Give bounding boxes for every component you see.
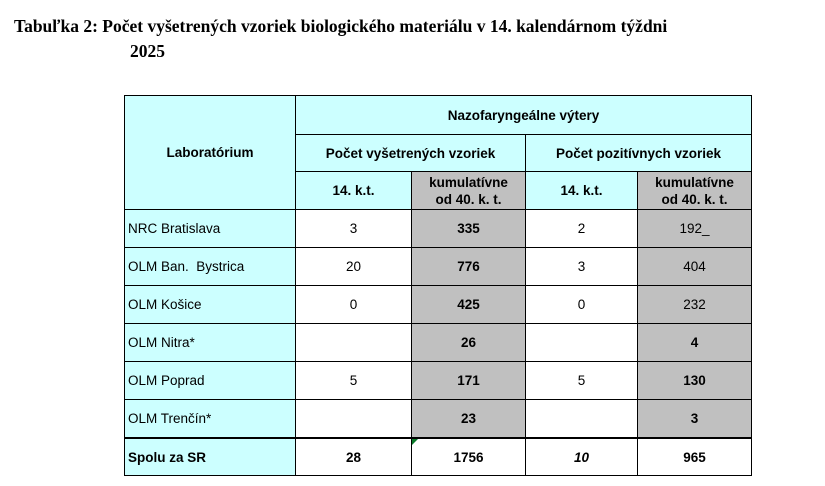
row-positive-week: 0 <box>526 286 638 324</box>
header-examined-week: 14. k.t. <box>296 172 412 210</box>
row-positive-week: 5 <box>526 362 638 400</box>
row-positive-week: 3 <box>526 248 638 286</box>
samples-table <box>124 95 752 476</box>
total-positive-week: 10 <box>526 438 638 476</box>
table-row <box>125 248 752 286</box>
row-examined-week: 3 <box>296 210 412 248</box>
table-row <box>125 400 752 439</box>
caption-line-2: 2025 <box>130 41 165 61</box>
header-positive-cumulative <box>638 172 752 210</box>
row-examined-cum: 335 <box>412 210 526 248</box>
cumulative-label-2: od 40. k. t. <box>661 191 728 207</box>
row-lab: OLM Trenčín* <box>125 400 296 439</box>
header-nasopharyngeal: Nazofaryngeálne výtery <box>296 96 752 135</box>
row-lab: OLM Poprad <box>125 362 296 400</box>
row-lab: NRC Bratislava <box>125 210 296 248</box>
row-positive-week: 2 <box>526 210 638 248</box>
row-examined-week: 20 <box>296 248 412 286</box>
row-examined-cum: 23 <box>412 400 526 439</box>
row-examined-cum: 425 <box>412 286 526 324</box>
row-examined-cum: 171 <box>412 362 526 400</box>
row-examined-week: 0 <box>296 286 412 324</box>
table-caption <box>14 14 814 64</box>
header-examined-cumulative <box>412 172 526 210</box>
row-positive-week-struck <box>526 400 638 439</box>
row-examined-cum: 26 <box>412 324 526 362</box>
cumulative-label-1: kumulatívne <box>429 174 508 190</box>
row-lab: OLM Ban. Bystrica <box>125 248 296 286</box>
total-examined-cum: 1756 <box>412 438 526 476</box>
row-examined-cum: 776 <box>412 248 526 286</box>
row-positive-cum: 3 <box>638 400 752 439</box>
row-positive-cum: 192_ <box>638 210 752 248</box>
total-positive-cum: 965 <box>638 438 752 476</box>
table-row <box>125 286 752 324</box>
total-row <box>125 438 752 476</box>
row-positive-week-struck <box>526 324 638 362</box>
row-positive-cum: 130 <box>638 362 752 400</box>
row-lab: OLM Nitra* <box>125 324 296 362</box>
caption-line-1: Tabuľka 2: Počet vyšetrených vzoriek biologického materiálu v 14. kalendárnom týždni <box>14 16 668 36</box>
row-positive-cum: 404 <box>638 248 752 286</box>
row-examined-week-struck <box>296 324 412 362</box>
total-examined-week: 28 <box>296 438 412 476</box>
row-examined-week: 5 <box>296 362 412 400</box>
header-positive: Počet pozitívnych vzoriek <box>526 135 752 172</box>
table-row <box>125 324 752 362</box>
cumulative-label-2: od 40. k. t. <box>435 191 502 207</box>
table-row <box>125 210 752 248</box>
row-positive-cum: 4 <box>638 324 752 362</box>
table-row <box>125 362 752 400</box>
row-lab: OLM Košice <box>125 286 296 324</box>
row-positive-cum: 232 <box>638 286 752 324</box>
row-examined-week-struck <box>296 400 412 439</box>
header-examined: Počet vyšetrených vzoriek <box>296 135 526 172</box>
cumulative-label-1: kumulatívne <box>655 174 734 190</box>
header-positive-week: 14. k.t. <box>526 172 638 210</box>
total-label: Spolu za SR <box>125 438 296 476</box>
header-laboratory: Laboratórium <box>125 96 296 210</box>
